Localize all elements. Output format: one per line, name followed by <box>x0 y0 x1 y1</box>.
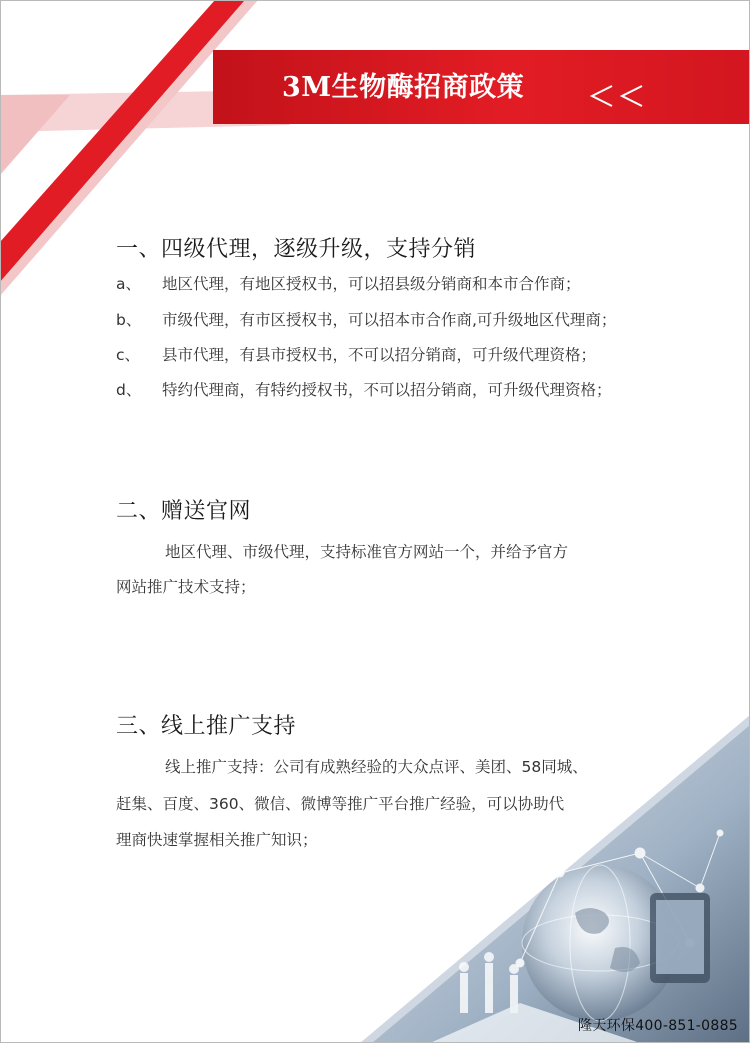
list-item-text: 地区代理，有地区授权书，可以招县级分销商和本市合作商； <box>162 275 581 293</box>
list-item <box>116 308 616 330</box>
section-title-agency-levels: 一、四级代理，逐级升级，支持分销 <box>116 237 477 262</box>
list-marker: d、 <box>116 381 142 399</box>
paragraph-line: 网站推广技术支持； <box>116 578 256 596</box>
paragraph-line: 地区代理、市级代理，支持标准官方网站一个，并给予官方 <box>165 543 569 561</box>
paragraph-line: 赶集、百度、360、微信、微博等推广平台推广经验，可以协助代 <box>116 795 565 813</box>
section-title-online-promotion: 三、线上推广支持 <box>116 714 297 739</box>
list-item-text: 县市代理，有县市授权书，不可以招分销商，可升级代理资格； <box>162 346 597 364</box>
contact-hotline: 隆天环保400-851-0885 <box>578 1018 738 1034</box>
list-item-text: 市级代理，有市区授权书，可以招本市合作商,可升级地区代理商； <box>162 311 617 329</box>
double-chevron-left-icon <box>588 82 648 110</box>
list-item <box>116 378 612 400</box>
list-item-text: 特约代理商，有特约授权书，不可以招分销商，可升级代理资格； <box>162 381 612 399</box>
list-item <box>116 272 581 294</box>
list-item <box>116 343 596 365</box>
paragraph-line: 理商快速掌握相关推广知识； <box>116 831 318 849</box>
list-marker: a、 <box>116 275 141 293</box>
list-marker: c、 <box>116 346 141 364</box>
section-title-website: 二、赠送官网 <box>116 499 252 524</box>
paragraph-line: 线上推广支持：公司有成熟经验的大众点评、美团、58同城、 <box>165 758 588 776</box>
list-marker: b、 <box>116 311 142 329</box>
page-title: 3M生物酶招商政策 <box>282 72 525 103</box>
